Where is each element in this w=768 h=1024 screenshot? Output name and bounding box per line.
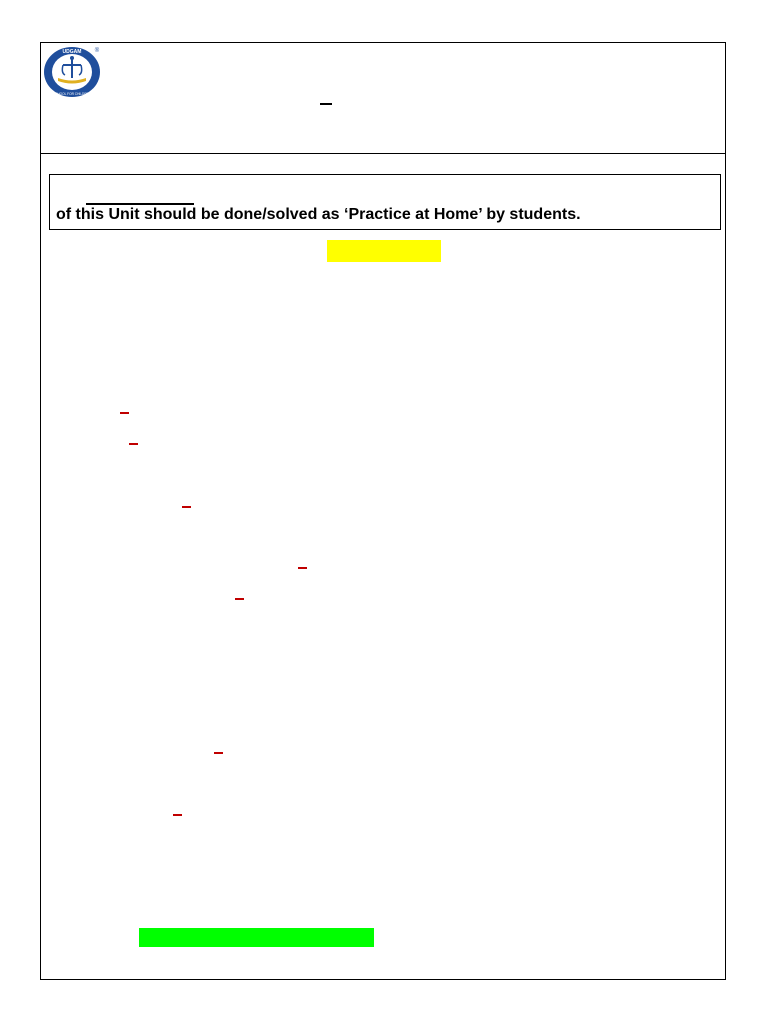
header-box <box>40 42 726 154</box>
notice-blank-underline <box>86 203 194 205</box>
red-dash <box>120 412 129 414</box>
red-dash <box>298 567 307 569</box>
green-highlight <box>139 928 374 947</box>
yellow-highlight <box>327 240 441 262</box>
logo-text-top: UDGAM <box>62 49 82 55</box>
logo-text-bottom: SCHOOL FOR CHILDREN <box>52 92 92 96</box>
red-dash <box>235 598 244 600</box>
red-dash <box>129 443 138 445</box>
school-logo-icon <box>43 45 101 97</box>
header-dash <box>320 103 332 105</box>
logo-registered-mark: ® <box>94 48 100 54</box>
red-dash <box>173 814 182 816</box>
red-dash <box>182 506 191 508</box>
red-dash <box>214 752 223 754</box>
notice-text: of this Unit should be done/solved as ‘Practice at Home’ by students. <box>56 206 581 223</box>
